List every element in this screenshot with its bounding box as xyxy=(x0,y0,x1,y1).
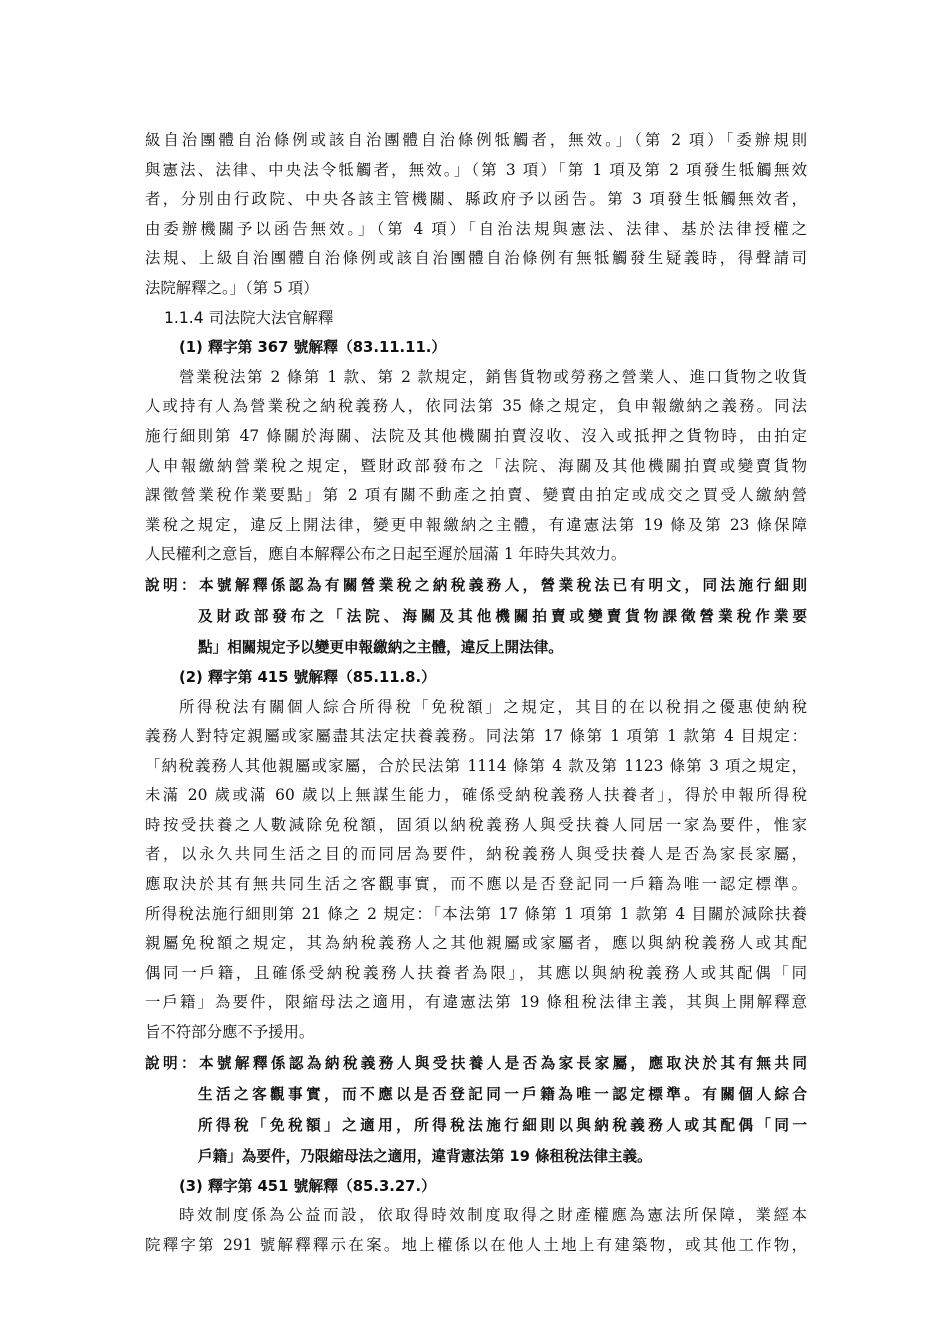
note-line: 說明：本號解釋係認為納稅義務人與受扶養人是否為家長家屬，應取決於其有無共同 xyxy=(145,1054,807,1072)
text-line: 所得稅法有關個人綜合所得稅「免稅額」之規定，其目的在以稅捐之優惠使納稅 xyxy=(179,697,807,716)
text-line: 者，以永久共同生活之目的而同居為要件，納稅義務人與受扶養人是否為家長家屬， xyxy=(145,845,807,864)
text-line: 所得稅法施行細則第 21 條之 2 規定：「本法第 17 條第 1 項第 1 款第 4 目關於減除扶養 xyxy=(145,904,807,923)
text-line: 業稅之規定，違反上開法律，變更申報繳納之主體，有違憲法第 19 條及第 23 條保障 xyxy=(145,515,807,534)
text-line: 「納稅義務人其他親屬或家屬，合於民法第 1114 條第 4 款及第 1123 條第 3 項之規定， xyxy=(145,756,807,775)
text-line: 義務人對特定親屬或家屬盡其法定扶養義務。同法第 17 條第 1 項第 1 款第 4 目規定： xyxy=(145,727,807,746)
text-line: 親屬免稅額之規定，其為納稅義務人之其他親屬或家屬者，應以與納稅義務人或其配 xyxy=(145,934,807,953)
intro-paragraph xyxy=(145,126,807,304)
interpretation-415 xyxy=(145,663,807,1172)
text-line: 法院解釋之。」（第 5 項） xyxy=(145,278,319,297)
section-heading: 1.1.4 司法院大法官解釋 xyxy=(164,308,334,327)
text-line: 級自治團體自治條例或該自治團體自治條例牴觸者，無效。」（第 2 項）「委辦規則 xyxy=(145,131,807,149)
text-line: 一戶籍」為要件，限縮母法之適用，有違憲法第 19 條租稅法律主義，其與上開解釋意 xyxy=(145,993,807,1012)
interpretation-body xyxy=(145,363,807,570)
text-line: 時效制度係為公益而設，依取得時效制度取得之財產權應為憲法所保障，業經本 xyxy=(179,1206,807,1225)
interpretation-heading: (2) 釋字第 415 號解釋（85.11.8.） xyxy=(179,668,436,686)
text-line: 與憲法、法律、中央法令牴觸者，無效。」（第 3 項）「第 1 項及第 2 項發生牴觸無效 xyxy=(145,160,807,179)
text-line: 人申報繳納營業稅之規定，暨財政部發布之「法院、海關及其他機關拍賣或變賣貨物 xyxy=(145,456,807,475)
note-line: 及財政部發布之「法院、海關及其他機關拍賣或變賣貨物課徵營業稅作業要 xyxy=(198,607,807,625)
text-line: 偶同一戶籍，且確係受納稅義務人扶養者為限」，其應以與納稅義務人或其配偶「同 xyxy=(145,963,807,982)
interpretation-body xyxy=(145,693,807,1048)
text-line: 未滿 20 歲或滿 60 歲以上無謀生能力，確係受納稅義務人扶養者」，得於申報所得稅 xyxy=(145,786,807,805)
note-line: 生活之客觀事實，而不應以是否登記同一戶籍為唯一認定標準。有關個人綜合 xyxy=(198,1085,807,1103)
text-line: 院釋字第 291 號解釋釋示在案。地上權係以在他人土地上有建築物，或其他工作物， xyxy=(145,1235,807,1254)
interpretation-367 xyxy=(145,333,807,663)
note-line: 點」相關規定予以變更申報繳納之主體，違反上開法律。 xyxy=(198,638,563,656)
text-line: 由委辦機關予以函告無效。」（第 4 項）「自治法規與憲法、法律、基於法律授權之 xyxy=(145,219,807,238)
text-line: 課徵營業稅作業要點」第 2 項有關不動產之拍賣、變賣由拍定或成交之買受人繳納營 xyxy=(145,486,807,505)
interpretation-note xyxy=(145,570,807,663)
document-page xyxy=(145,126,807,1260)
note-line: 說明：本號解釋係認為有關營業稅之納稅義務人，營業稅法已有明文，同法施行細則 xyxy=(145,576,807,594)
text-line: 應取決於其有無共同生活之客觀事實，而不應以是否登記同一戶籍為唯一認定標準。 xyxy=(145,875,807,894)
interpretation-note xyxy=(145,1048,807,1172)
text-line: 者，分別由行政院、中央各該主管機關、縣政府予以函告。第 3 項發生牴觸無效者， xyxy=(145,190,807,209)
interpretation-heading: (1) 釋字第 367 號解釋（83.11.11.） xyxy=(179,339,447,357)
text-line: 人民權利之意旨，應自本解釋公布之日起至遲於屆滿 1 年時失其效力。 xyxy=(145,545,627,564)
text-line: 人或持有人為營業稅之納稅義務人，依同法第 35 條之規定，負申報繳納之義務。同法 xyxy=(145,397,807,416)
note-line: 所得稅「免稅額」之適用，所得稅法施行細則以與納稅義務人或其配偶「同一 xyxy=(198,1116,807,1134)
note-line: 戶籍」為要件，乃限縮母法之適用，違背憲法第 19 條租稅法律主義。 xyxy=(198,1147,652,1165)
text-line: 法規、上級自治團體自治條例或該自治團體自治條例有無牴觸發生疑義時，得聲請司 xyxy=(145,249,807,268)
text-line: 時按受扶養之人數減除免稅額，固須以納稅義務人與受扶養人同居一家為要件，惟家 xyxy=(145,815,807,834)
text-line: 營業稅法第 2 條第 1 款、第 2 款規定，銷售貨物或勞務之營業人、進口貨物之收貨 xyxy=(179,367,807,386)
text-line: 旨不符部分應不予援用。 xyxy=(145,1023,315,1042)
interpretation-body xyxy=(145,1201,807,1260)
text-line: 施行細則第 47 條關於海關、法院及其他機關拍賣沒收、沒入或抵押之貨物時，由拍定 xyxy=(145,426,807,445)
interpretation-heading: (3) 釋字第 451 號解釋（85.3.27.） xyxy=(179,1177,436,1195)
interpretation-451 xyxy=(145,1172,807,1261)
